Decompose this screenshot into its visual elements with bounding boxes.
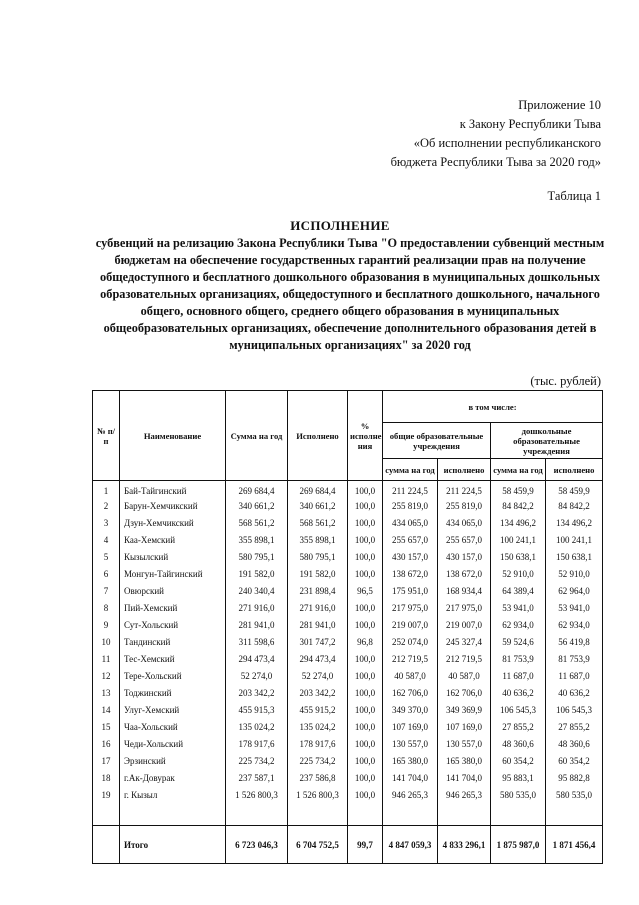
execution-percent: 100,0 [348, 719, 383, 736]
row-num: 17 [93, 753, 120, 770]
table-row [93, 566, 603, 583]
empty-cell [288, 804, 348, 826]
executed-amount: 6 704 752,5 [288, 826, 348, 864]
row-num [93, 826, 120, 864]
executed-amount: 191 582,0 [288, 566, 348, 583]
plan-amount: 340 661,2 [226, 498, 288, 515]
table-row [93, 600, 603, 617]
empty-cell [226, 804, 288, 826]
preschool-executed: 60 354,2 [546, 753, 603, 770]
row-num: 4 [93, 532, 120, 549]
execution-percent: 96,5 [348, 583, 383, 600]
preschool-executed: 27 855,2 [546, 719, 603, 736]
preschool-plan: 59 524,6 [491, 634, 546, 651]
header-including: в том числе: [383, 391, 603, 423]
execution-percent: 100,0 [348, 770, 383, 787]
executed-amount: 1 526 800,3 [288, 787, 348, 804]
table-row [93, 532, 603, 549]
preschool-plan: 84 842,2 [491, 498, 546, 515]
row-num: 10 [93, 634, 120, 651]
plan-amount: 191 582,0 [226, 566, 288, 583]
preschool-plan: 53 941,0 [491, 600, 546, 617]
general-plan: 138 672,0 [383, 566, 438, 583]
empty-cell [546, 804, 603, 826]
execution-percent: 96,8 [348, 634, 383, 651]
table-row [93, 634, 603, 651]
appendix-law: к Закону Республики Тыва [459, 117, 601, 131]
preschool-plan: 52 910,0 [491, 566, 546, 583]
general-plan: 252 074,0 [383, 634, 438, 651]
execution-percent: 100,0 [348, 532, 383, 549]
table-row [93, 702, 603, 719]
preschool-plan: 580 535,0 [491, 787, 546, 804]
header-general-plan: сумма на год [383, 459, 438, 481]
municipality-name: Тере-Хольский [120, 668, 226, 685]
executed-amount: 340 661,2 [288, 498, 348, 515]
preschool-executed: 56 419,8 [546, 634, 603, 651]
header-preschool: дошкольные образовательные учреждения [491, 423, 603, 459]
preschool-executed: 100 241,1 [546, 532, 603, 549]
execution-percent: 100,0 [348, 736, 383, 753]
general-plan: 165 380,0 [383, 753, 438, 770]
empty-cell [491, 804, 546, 826]
table-row [93, 617, 603, 634]
execution-percent: 100,0 [348, 685, 383, 702]
general-executed: 946 265,3 [438, 787, 491, 804]
row-num: 5 [93, 549, 120, 566]
execution-table [92, 390, 603, 864]
header-preschool-done: исполнено [546, 459, 603, 481]
plan-amount: 237 587,1 [226, 770, 288, 787]
row-num: 2 [93, 498, 120, 515]
municipality-name: Бай-Тайгинский [120, 481, 226, 498]
municipality-name: Чеди-Хольский [120, 736, 226, 753]
preschool-plan: 60 354,2 [491, 753, 546, 770]
preschool-plan: 1 875 987,0 [491, 826, 546, 864]
general-executed: 168 934,4 [438, 583, 491, 600]
document-title: ИСПОЛНЕНИЕ [290, 218, 390, 233]
general-plan: 162 706,0 [383, 685, 438, 702]
empty-cell [120, 804, 226, 826]
plan-amount: 294 473,4 [226, 651, 288, 668]
municipality-name: Кызылский [120, 549, 226, 566]
execution-percent: 100,0 [348, 481, 383, 498]
preschool-executed: 134 496,2 [546, 515, 603, 532]
preschool-plan: 106 545,3 [491, 702, 546, 719]
row-num: 3 [93, 515, 120, 532]
general-executed: 217 975,0 [438, 600, 491, 617]
plan-amount: 568 561,2 [226, 515, 288, 532]
general-executed: 162 706,0 [438, 685, 491, 702]
general-executed: 430 157,0 [438, 549, 491, 566]
executed-amount: 269 684,4 [288, 481, 348, 498]
general-plan: 141 704,0 [383, 770, 438, 787]
general-plan: 217 975,0 [383, 600, 438, 617]
table-row [93, 770, 603, 787]
table-row [93, 651, 603, 668]
plan-amount: 1 526 800,3 [226, 787, 288, 804]
preschool-executed: 52 910,0 [546, 566, 603, 583]
preschool-plan: 95 883,1 [491, 770, 546, 787]
execution-percent: 99,7 [348, 826, 383, 864]
appendix-law-title: «Об исполнении республиканского [413, 136, 601, 150]
plan-amount: 135 024,2 [226, 719, 288, 736]
general-plan: 130 557,0 [383, 736, 438, 753]
row-num: 14 [93, 702, 120, 719]
table-row [93, 736, 603, 753]
preschool-executed: 40 636,2 [546, 685, 603, 702]
general-executed: 107 169,0 [438, 719, 491, 736]
empty-cell [383, 804, 438, 826]
general-executed: 130 557,0 [438, 736, 491, 753]
general-executed: 212 719,5 [438, 651, 491, 668]
plan-amount: 225 734,2 [226, 753, 288, 770]
general-plan: 4 847 059,3 [383, 826, 438, 864]
row-num: 13 [93, 685, 120, 702]
preschool-executed: 84 842,2 [546, 498, 603, 515]
preschool-executed: 1 871 456,4 [546, 826, 603, 864]
table-row [93, 787, 603, 804]
general-executed: 245 327,4 [438, 634, 491, 651]
row-num: 9 [93, 617, 120, 634]
general-executed: 211 224,5 [438, 481, 491, 498]
header-general: общие образовательные учреждения [383, 423, 491, 459]
general-plan: 40 587,0 [383, 668, 438, 685]
row-num: 18 [93, 770, 120, 787]
table-row [93, 685, 603, 702]
preschool-executed: 580 535,0 [546, 787, 603, 804]
executed-amount: 52 274,0 [288, 668, 348, 685]
plan-amount: 580 795,1 [226, 549, 288, 566]
executed-amount: 294 473,4 [288, 651, 348, 668]
plan-amount: 281 941,0 [226, 617, 288, 634]
document-subtitle: субвенций на релизацию Закона Республики Тыва "О предоставлении субвенций местным бюджетам на обеспечение государственных гарантий реализации прав на получение общедоступного и бесплатного дошкольного образования в муниципальных дошкольных образовательных организациях, общедоступного и бесплатного дошкольного, начального общего, основного общего, среднего общего образования в муниципальных общеобразовательных организациях, обеспечение дополнительного образования детей в муниципальных организациях" за 2020 год [95, 236, 605, 352]
plan-amount: 355 898,1 [226, 532, 288, 549]
municipality-name: Пий-Хемский [120, 600, 226, 617]
appendix-number: Приложение 10 [518, 98, 601, 112]
preschool-executed: 48 360,6 [546, 736, 603, 753]
executed-amount: 580 795,1 [288, 549, 348, 566]
row-num: 6 [93, 566, 120, 583]
municipality-name: Тоджинский [120, 685, 226, 702]
plan-amount: 311 598,6 [226, 634, 288, 651]
general-plan: 255 819,0 [383, 498, 438, 515]
preschool-executed: 150 638,1 [546, 549, 603, 566]
general-executed: 138 672,0 [438, 566, 491, 583]
municipality-name: Чаа-Хольский [120, 719, 226, 736]
municipality-name: Каа-Хемский [120, 532, 226, 549]
plan-amount: 6 723 046,3 [226, 826, 288, 864]
general-plan: 255 657,0 [383, 532, 438, 549]
municipality-name: Итого [120, 826, 226, 864]
preschool-plan: 11 687,0 [491, 668, 546, 685]
preschool-plan: 134 496,2 [491, 515, 546, 532]
general-plan: 211 224,5 [383, 481, 438, 498]
municipality-name: Улуг-Хемский [120, 702, 226, 719]
execution-percent: 100,0 [348, 753, 383, 770]
preschool-plan: 64 389,4 [491, 583, 546, 600]
header-pct: % исполне ния [348, 391, 383, 481]
general-executed: 219 007,0 [438, 617, 491, 634]
general-plan: 946 265,3 [383, 787, 438, 804]
row-num: 7 [93, 583, 120, 600]
preschool-plan: 58 459,9 [491, 481, 546, 498]
general-plan: 212 719,5 [383, 651, 438, 668]
plan-amount: 240 340,4 [226, 583, 288, 600]
table-row [93, 498, 603, 515]
appendix-header [391, 96, 601, 172]
executed-amount: 271 916,0 [288, 600, 348, 617]
table-row [93, 549, 603, 566]
execution-percent: 100,0 [348, 515, 383, 532]
table-body [93, 481, 603, 864]
table-label: Таблица 1 [547, 189, 601, 203]
row-num: 19 [93, 787, 120, 804]
empty-cell [348, 804, 383, 826]
preschool-executed: 81 753,9 [546, 651, 603, 668]
municipality-name: Барун-Хемчикский [120, 498, 226, 515]
execution-percent: 100,0 [348, 617, 383, 634]
total-row [93, 826, 603, 864]
municipality-name: Монгун-Тайгинский [120, 566, 226, 583]
executed-amount: 135 024,2 [288, 719, 348, 736]
preschool-plan: 81 753,9 [491, 651, 546, 668]
header-num: № п/п [93, 391, 120, 481]
header-name: Наименование [120, 391, 226, 481]
general-executed: 255 819,0 [438, 498, 491, 515]
municipality-name: г. Кызыл [120, 787, 226, 804]
plan-amount: 269 684,4 [226, 481, 288, 498]
execution-percent: 100,0 [348, 566, 383, 583]
preschool-plan: 48 360,6 [491, 736, 546, 753]
general-plan: 434 065,0 [383, 515, 438, 532]
row-num: 16 [93, 736, 120, 753]
general-executed: 434 065,0 [438, 515, 491, 532]
preschool-executed: 62 934,0 [546, 617, 603, 634]
preschool-executed: 106 545,3 [546, 702, 603, 719]
general-executed: 349 369,9 [438, 702, 491, 719]
row-num: 11 [93, 651, 120, 668]
general-executed: 141 704,0 [438, 770, 491, 787]
execution-percent: 100,0 [348, 787, 383, 804]
general-plan: 430 157,0 [383, 549, 438, 566]
general-executed: 40 587,0 [438, 668, 491, 685]
municipality-name: Овюрский [120, 583, 226, 600]
preschool-plan: 150 638,1 [491, 549, 546, 566]
general-executed: 255 657,0 [438, 532, 491, 549]
executed-amount: 281 941,0 [288, 617, 348, 634]
municipality-name: Сут-Хольский [120, 617, 226, 634]
execution-percent: 100,0 [348, 651, 383, 668]
executed-amount: 568 561,2 [288, 515, 348, 532]
execution-percent: 100,0 [348, 600, 383, 617]
municipality-name: Тандинский [120, 634, 226, 651]
preschool-plan: 40 636,2 [491, 685, 546, 702]
municipality-name: Тес-Хемский [120, 651, 226, 668]
general-executed: 165 380,0 [438, 753, 491, 770]
appendix-law-title-cont: бюджета Республики Тыва за 2020 год» [390, 155, 601, 169]
executed-amount: 301 747,2 [288, 634, 348, 651]
executed-amount: 455 915,2 [288, 702, 348, 719]
general-plan: 349 370,0 [383, 702, 438, 719]
header-done: Исполнено [288, 391, 348, 481]
table-row [93, 668, 603, 685]
execution-percent: 100,0 [348, 498, 383, 515]
execution-percent: 100,0 [348, 668, 383, 685]
plan-amount: 271 916,0 [226, 600, 288, 617]
plan-amount: 455 915,3 [226, 702, 288, 719]
table-row [93, 481, 603, 498]
general-plan: 219 007,0 [383, 617, 438, 634]
executed-amount: 237 586,8 [288, 770, 348, 787]
preschool-executed: 95 882,8 [546, 770, 603, 787]
preschool-plan: 62 934,0 [491, 617, 546, 634]
preschool-plan: 27 855,2 [491, 719, 546, 736]
units-label: (тыс. рублей) [530, 374, 601, 388]
table-row [93, 583, 603, 600]
municipality-name: Дзун-Хемчикский [120, 515, 226, 532]
municipality-name: Эрзинский [120, 753, 226, 770]
table-row [93, 753, 603, 770]
row-num: 15 [93, 719, 120, 736]
row-num: 8 [93, 600, 120, 617]
executed-amount: 178 917,6 [288, 736, 348, 753]
executed-amount: 225 734,2 [288, 753, 348, 770]
table-row [93, 719, 603, 736]
executed-amount: 355 898,1 [288, 532, 348, 549]
plan-amount: 203 342,2 [226, 685, 288, 702]
header-general-done: исполнено [438, 459, 491, 481]
row-num: 1 [93, 481, 120, 498]
empty-cell [93, 804, 120, 826]
spacer-row [93, 804, 603, 826]
execution-percent: 100,0 [348, 702, 383, 719]
executed-amount: 231 898,4 [288, 583, 348, 600]
preschool-executed: 53 941,0 [546, 600, 603, 617]
row-num: 12 [93, 668, 120, 685]
general-executed: 4 833 296,1 [438, 826, 491, 864]
execution-percent: 100,0 [348, 549, 383, 566]
header-plan: Сумма на год [226, 391, 288, 481]
general-plan: 175 951,0 [383, 583, 438, 600]
preschool-plan: 100 241,1 [491, 532, 546, 549]
plan-amount: 52 274,0 [226, 668, 288, 685]
preschool-executed: 11 687,0 [546, 668, 603, 685]
municipality-name: г.Ак-Довурак [120, 770, 226, 787]
plan-amount: 178 917,6 [226, 736, 288, 753]
general-plan: 107 169,0 [383, 719, 438, 736]
preschool-executed: 58 459,9 [546, 481, 603, 498]
header-preschool-plan: сумма на год [491, 459, 546, 481]
empty-cell [438, 804, 491, 826]
executed-amount: 203 342,2 [288, 685, 348, 702]
preschool-executed: 62 964,0 [546, 583, 603, 600]
table-row [93, 515, 603, 532]
